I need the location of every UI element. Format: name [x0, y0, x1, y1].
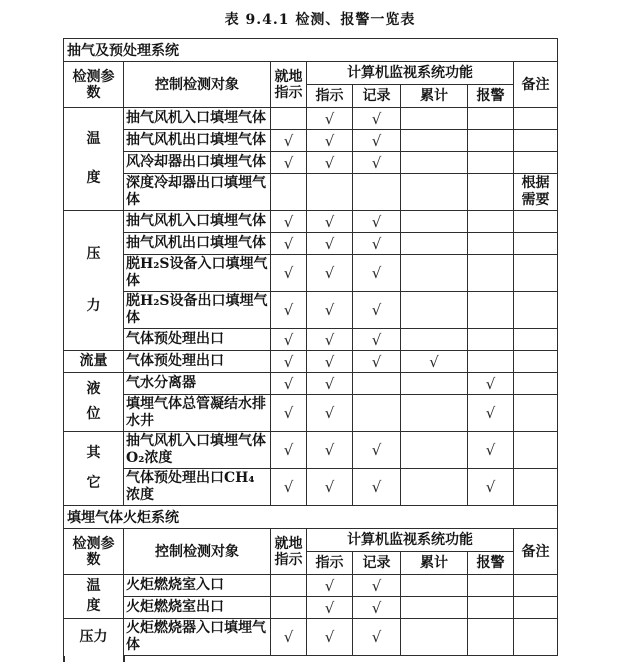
mark-indication-cell: √ — [307, 130, 353, 152]
param-label-line: 度 — [86, 597, 101, 614]
section-title-row — [64, 39, 558, 62]
mark-indication-cell: √ — [307, 108, 353, 130]
note-cell — [514, 108, 558, 130]
mark-local-indication-cell: √ — [271, 329, 307, 351]
param-label-line: 它 — [86, 474, 101, 491]
mark-accumulate-cell — [401, 469, 468, 506]
table-caption: 表 9.4.1 检测、报警一览表 — [224, 12, 416, 28]
param-cell — [64, 211, 124, 351]
mark-alarm-cell — [468, 292, 514, 329]
object-cell: 抽气风机出口填埋气体 — [124, 130, 271, 152]
mark-indication-cell: √ — [307, 432, 353, 469]
header-sub-record: 记录 — [353, 85, 401, 108]
object-cell: 气水分离器 — [124, 373, 271, 395]
mark-indication-cell: √ — [307, 292, 353, 329]
mark-accumulate-cell — [401, 619, 468, 656]
mark-accumulate-cell — [401, 174, 468, 211]
mark-record-cell — [353, 395, 401, 432]
param-label — [64, 575, 123, 618]
mark-accumulate-cell — [401, 108, 468, 130]
object-cell: 脱H₂S设备入口填埋气体 — [124, 255, 271, 292]
mark-accumulate-cell: √ — [401, 351, 468, 373]
header-object: 控制检测对象 — [124, 529, 271, 575]
mark-local-indication-cell: √ — [271, 255, 307, 292]
table-row — [64, 351, 558, 373]
header-computer-monitoring: 计算机监视系统功能 — [307, 62, 514, 85]
note-cell — [514, 469, 558, 506]
mark-accumulate-cell — [401, 152, 468, 174]
param-label-line: 液 — [86, 381, 101, 398]
object-cell: 火炬燃烧器入口填埋气体 — [124, 619, 271, 656]
header-object: 控制检测对象 — [124, 62, 271, 108]
mark-accumulate-cell — [401, 130, 468, 152]
param-label-line: 温 — [86, 578, 101, 595]
mark-alarm-cell: √ — [468, 469, 514, 506]
table-row — [64, 152, 558, 174]
note-cell — [514, 292, 558, 329]
param-label-line: 流量 — [79, 353, 108, 369]
mark-indication-cell: √ — [307, 597, 353, 619]
mark-alarm-cell: √ — [468, 373, 514, 395]
mark-local-indication-cell: √ — [271, 351, 307, 373]
mark-alarm-cell — [468, 329, 514, 351]
object-cell: 气体预处理出口 — [124, 351, 271, 373]
mark-accumulate-cell — [401, 292, 468, 329]
param-label — [64, 351, 123, 372]
mark-alarm-cell — [468, 351, 514, 373]
mark-indication-cell: √ — [307, 373, 353, 395]
mark-indication-cell: √ — [307, 152, 353, 174]
header-note: 备注 — [514, 62, 558, 108]
note-cell — [514, 597, 558, 619]
mark-indication-cell: √ — [307, 619, 353, 656]
mark-record-cell: √ — [353, 211, 401, 233]
header-param: 检测参数 — [64, 62, 124, 108]
object-cell: 气体预处理出口CH₄浓度 — [124, 469, 271, 506]
param-cell — [64, 108, 124, 211]
mark-accumulate-cell — [401, 211, 468, 233]
note-cell — [514, 575, 558, 597]
object-cell: 脱H₂S设备出口填埋气体 — [124, 292, 271, 329]
mark-indication-cell: √ — [307, 211, 353, 233]
object-cell: 火炬燃烧室入口 — [124, 575, 271, 597]
mark-alarm-cell — [468, 108, 514, 130]
table-row — [64, 233, 558, 255]
object-cell: 气体预处理出口 — [124, 329, 271, 351]
note-cell — [514, 233, 558, 255]
header-sub-indication: 指示 — [307, 552, 353, 575]
mark-alarm-cell — [468, 575, 514, 597]
page-cut-border-left — [63, 656, 65, 662]
mark-accumulate-cell — [401, 597, 468, 619]
mark-record-cell: √ — [353, 329, 401, 351]
mark-record-cell: √ — [353, 255, 401, 292]
mark-indication-cell: √ — [307, 255, 353, 292]
table-row — [64, 597, 558, 619]
header-row-1 — [64, 62, 558, 85]
param-label — [64, 108, 123, 210]
mark-local-indication-cell: √ — [271, 432, 307, 469]
table-row — [64, 469, 558, 506]
mark-record-cell: √ — [353, 351, 401, 373]
param-cell — [64, 575, 124, 619]
detection-alarm-table — [63, 38, 558, 656]
note-cell — [514, 432, 558, 469]
table-row — [64, 130, 558, 152]
object-cell: 抽气风机入口填埋气体O₂浓度 — [124, 432, 271, 469]
param-label — [64, 432, 123, 505]
table-row — [64, 373, 558, 395]
mark-record-cell: √ — [353, 108, 401, 130]
mark-alarm-cell — [468, 597, 514, 619]
header-computer-monitoring: 计算机监视系统功能 — [307, 529, 514, 552]
header-sub-indication: 指示 — [307, 85, 353, 108]
header-local-indication: 就地指示 — [271, 529, 307, 575]
header-sub-accumulate: 累计 — [401, 552, 468, 575]
table-row — [64, 108, 558, 130]
note-cell — [514, 130, 558, 152]
mark-local-indication-cell — [271, 597, 307, 619]
param-label-line: 温 — [86, 131, 101, 147]
mark-local-indication-cell: √ — [271, 211, 307, 233]
mark-local-indication-cell: √ — [271, 395, 307, 432]
mark-alarm-cell — [468, 233, 514, 255]
mark-record-cell: √ — [353, 233, 401, 255]
object-cell: 火炬燃烧室出口 — [124, 597, 271, 619]
section-title-row — [64, 506, 558, 529]
mark-indication-cell: √ — [307, 233, 353, 255]
note-cell — [514, 395, 558, 432]
mark-local-indication-cell: √ — [271, 292, 307, 329]
note-cell — [514, 351, 558, 373]
note-cell — [514, 255, 558, 292]
object-cell: 风冷却器出口填埋气体 — [124, 152, 271, 174]
section-2 — [64, 506, 558, 656]
table-row — [64, 329, 558, 351]
param-label-line: 压 — [86, 246, 101, 263]
mark-indication-cell: √ — [307, 329, 353, 351]
header-param: 检测参数 — [64, 529, 124, 575]
mark-alarm-cell — [468, 211, 514, 233]
mark-indication-cell: √ — [307, 575, 353, 597]
header-sub-record: 记录 — [353, 552, 401, 575]
mark-alarm-cell — [468, 255, 514, 292]
table-row — [64, 174, 558, 211]
header-local-indication: 就地指示 — [271, 62, 307, 108]
note-cell: 根据需要 — [514, 174, 558, 211]
note-cell — [514, 373, 558, 395]
header-sub-alarm: 报警 — [468, 552, 514, 575]
note-cell — [514, 152, 558, 174]
mark-local-indication-cell: √ — [271, 373, 307, 395]
mark-record-cell: √ — [353, 432, 401, 469]
section-title: 抽气及预处理系统 — [64, 39, 558, 62]
table-row — [64, 292, 558, 329]
header-note: 备注 — [514, 529, 558, 575]
header-row-1 — [64, 529, 558, 552]
note-cell — [514, 211, 558, 233]
mark-record-cell: √ — [353, 575, 401, 597]
mark-indication-cell: √ — [307, 351, 353, 373]
mark-accumulate-cell — [401, 575, 468, 597]
param-label-line: 位 — [86, 405, 101, 422]
object-cell: 深度冷却器出口填埋气体 — [124, 174, 271, 211]
detection-alarm-table-wrap — [63, 38, 557, 656]
section-title: 填埋气体火炬系统 — [64, 506, 558, 529]
param-cell — [64, 432, 124, 506]
param-label-line: 其 — [86, 445, 101, 462]
mark-accumulate-cell — [401, 233, 468, 255]
mark-indication-cell: √ — [307, 469, 353, 506]
mark-accumulate-cell — [401, 329, 468, 351]
param-label-line: 度 — [86, 170, 101, 186]
mark-alarm-cell: √ — [468, 432, 514, 469]
mark-record-cell: √ — [353, 619, 401, 656]
param-cell — [64, 351, 124, 373]
header-sub-alarm: 报警 — [468, 85, 514, 108]
mark-accumulate-cell — [401, 432, 468, 469]
header-sub-accumulate: 累计 — [401, 85, 468, 108]
mark-record-cell — [353, 373, 401, 395]
mark-local-indication-cell: √ — [271, 152, 307, 174]
mark-local-indication-cell: √ — [271, 233, 307, 255]
mark-accumulate-cell — [401, 255, 468, 292]
mark-record-cell: √ — [353, 152, 401, 174]
object-cell: 抽气风机入口填埋气体 — [124, 211, 271, 233]
mark-record-cell: √ — [353, 130, 401, 152]
mark-local-indication-cell: √ — [271, 130, 307, 152]
param-label-line: 压力 — [79, 628, 108, 645]
table-row — [64, 575, 558, 597]
param-cell — [64, 619, 124, 656]
mark-alarm-cell: √ — [468, 395, 514, 432]
param-label — [64, 619, 123, 656]
mark-local-indication-cell — [271, 174, 307, 211]
mark-record-cell: √ — [353, 469, 401, 506]
page-cut-border-col1 — [123, 656, 125, 662]
param-label — [64, 373, 123, 431]
mark-alarm-cell — [468, 130, 514, 152]
table-row — [64, 432, 558, 469]
mark-accumulate-cell — [401, 395, 468, 432]
param-label-line: 力 — [86, 297, 101, 314]
section-1 — [64, 39, 558, 506]
mark-local-indication-cell — [271, 108, 307, 130]
mark-accumulate-cell — [401, 373, 468, 395]
note-cell — [514, 329, 558, 351]
object-cell: 填埋气体总管凝结水排水井 — [124, 395, 271, 432]
note-cell — [514, 619, 558, 656]
mark-indication-cell — [307, 174, 353, 211]
mark-alarm-cell — [468, 152, 514, 174]
mark-indication-cell: √ — [307, 395, 353, 432]
object-cell: 抽气风机入口填埋气体 — [124, 108, 271, 130]
table-row — [64, 211, 558, 233]
mark-alarm-cell — [468, 174, 514, 211]
mark-local-indication-cell: √ — [271, 469, 307, 506]
mark-record-cell: √ — [353, 292, 401, 329]
param-label — [64, 211, 123, 350]
table-row — [64, 255, 558, 292]
mark-local-indication-cell: √ — [271, 619, 307, 656]
table-row — [64, 619, 558, 656]
param-cell — [64, 373, 124, 432]
mark-local-indication-cell — [271, 575, 307, 597]
object-cell: 抽气风机出口填埋气体 — [124, 233, 271, 255]
table-row — [64, 395, 558, 432]
mark-record-cell — [353, 174, 401, 211]
mark-record-cell: √ — [353, 597, 401, 619]
mark-alarm-cell — [468, 619, 514, 656]
